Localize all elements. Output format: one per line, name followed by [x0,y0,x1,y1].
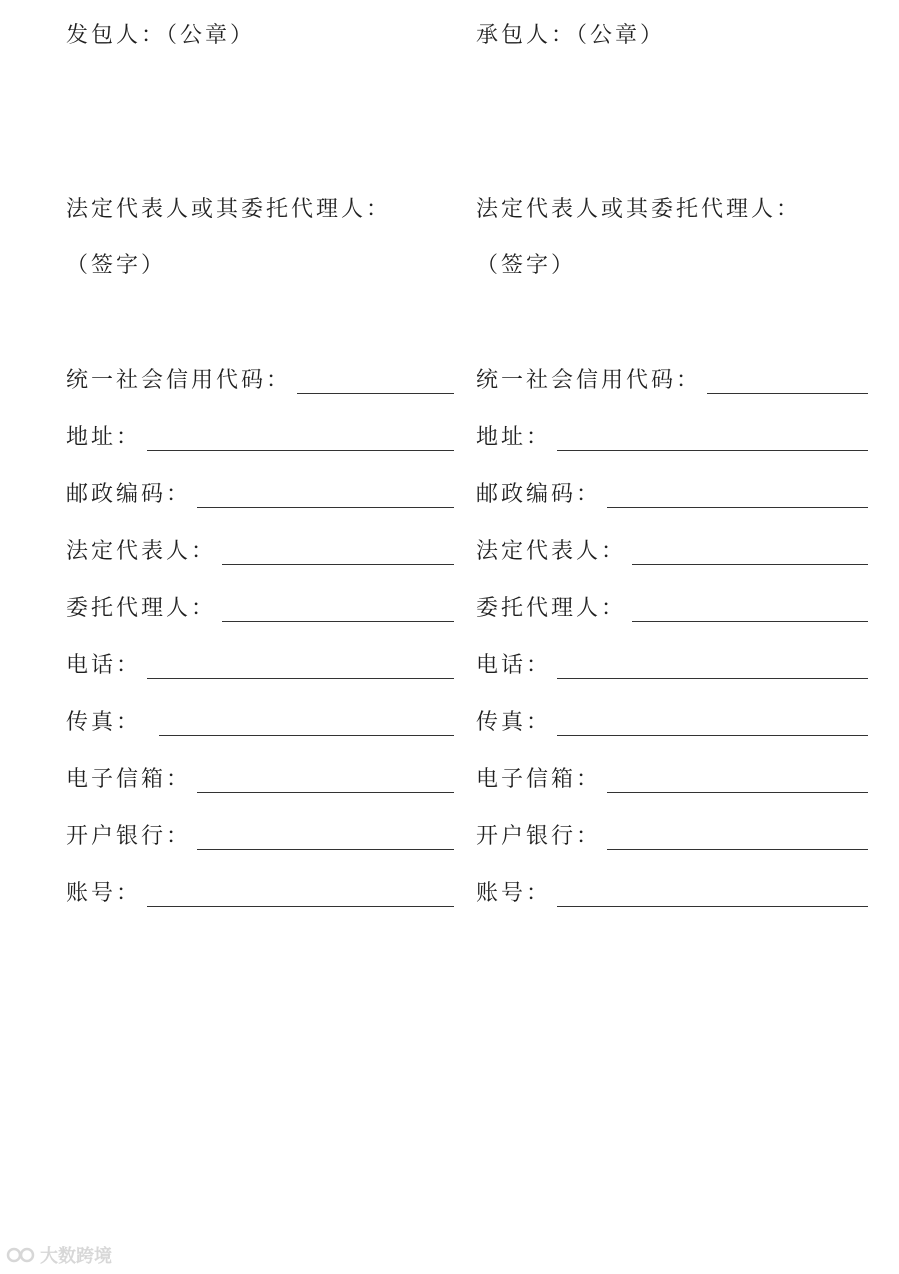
employer-fax-field[interactable] [66,700,454,736]
field-label: 电子信箱： [66,767,192,792]
contractor-signature-label: （签字） [476,253,577,278]
blank-line[interactable] [147,424,454,451]
field-label: 账号： [66,881,142,906]
field-label: 账号： [476,881,552,906]
blank-line[interactable] [222,538,454,565]
field-label: 地址： [476,425,552,450]
blank-line[interactable] [607,766,868,793]
watermark-text: 大数跨境 [40,1246,112,1267]
blank-line[interactable] [222,595,454,622]
contractor-email-field[interactable] [476,757,868,793]
field-label: 委托代理人： [66,596,217,621]
blank-line[interactable] [147,652,454,679]
blank-line[interactable] [607,823,868,850]
employer-credit-code-field[interactable] [66,358,454,394]
blank-line[interactable] [159,709,454,736]
field-label: 邮政编码： [66,482,192,507]
blank-line[interactable] [147,880,454,907]
blank-line[interactable] [297,367,454,394]
employer-email-field[interactable] [66,757,454,793]
field-label: 传真： [476,710,552,735]
employer-legal-rep-field[interactable] [66,529,454,565]
field-label: 电子信箱： [476,767,602,792]
blank-line[interactable] [707,367,868,394]
blank-line[interactable] [557,880,868,907]
field-label: 传真： [66,710,142,735]
employer-column [66,0,454,1274]
employer-phone-field[interactable] [66,643,454,679]
field-label: 法定代表人： [476,539,627,564]
field-label: 电话： [66,653,142,678]
blank-line[interactable] [197,823,454,850]
field-label: 委托代理人： [476,596,627,621]
blank-line[interactable] [557,709,868,736]
contractor-representative-label: 法定代表人或其委托代理人： [476,197,802,222]
blank-line[interactable] [632,595,868,622]
employer-representative-label: 法定代表人或其委托代理人： [66,197,392,222]
employer-signature-label: （签字） [66,253,167,278]
contractor-credit-code-field[interactable] [476,358,868,394]
contractor-account-field[interactable] [476,871,868,907]
blank-line[interactable] [197,766,454,793]
employer-postcode-field[interactable] [66,472,454,508]
field-label: 地址： [66,425,142,450]
field-label: 统一社会信用代码： [66,368,292,393]
employer-bank-field[interactable] [66,814,454,850]
field-label: 统一社会信用代码： [476,368,702,393]
employer-account-field[interactable] [66,871,454,907]
employer-address-field[interactable] [66,415,454,451]
field-label: 开户银行： [66,824,192,849]
blank-line[interactable] [607,481,868,508]
contractor-bank-field[interactable] [476,814,868,850]
watermark [6,1242,112,1268]
contractor-phone-field[interactable] [476,643,868,679]
employer-seal-label: 发包人：（公章） [66,23,256,48]
contractor-seal-label: 承包人：（公章） [476,23,666,48]
contractor-address-field[interactable] [476,415,868,451]
contractor-legal-rep-field[interactable] [476,529,868,565]
blank-line[interactable] [557,424,868,451]
blank-line[interactable] [632,538,868,565]
blank-line[interactable] [197,481,454,508]
field-label: 电话： [476,653,552,678]
contractor-agent-field[interactable] [476,586,868,622]
contractor-fax-field[interactable] [476,700,868,736]
field-label: 开户银行： [476,824,602,849]
field-label: 法定代表人： [66,539,217,564]
contractor-column [476,0,868,1274]
contractor-postcode-field[interactable] [476,472,868,508]
blank-line[interactable] [557,652,868,679]
brand-logo-icon [6,1245,36,1265]
employer-agent-field[interactable] [66,586,454,622]
field-label: 邮政编码： [476,482,602,507]
